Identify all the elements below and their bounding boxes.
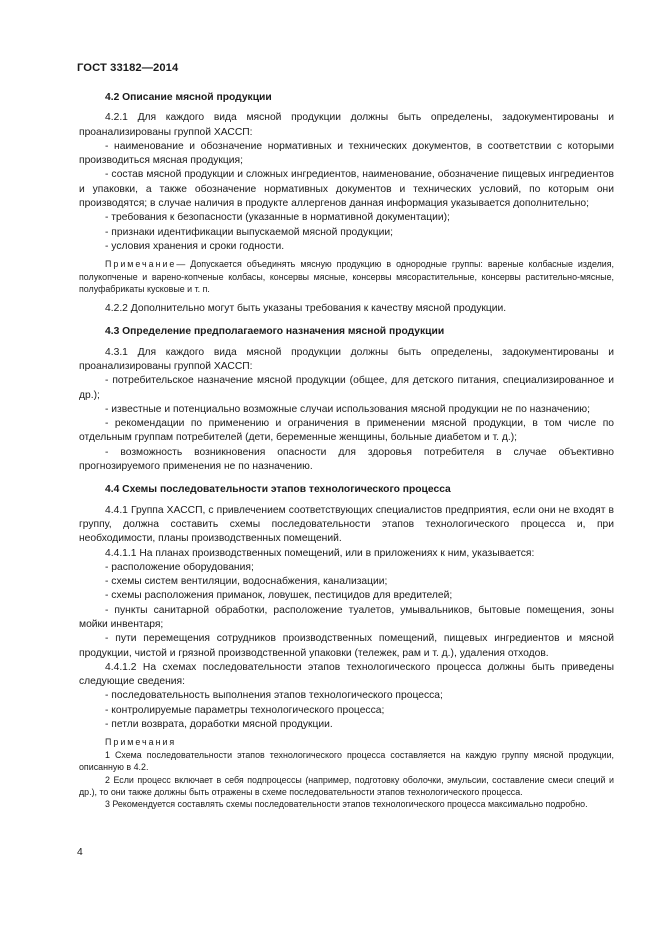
paragraph: 4.2.1 Для каждого вида мясной продукции должны быть определены, задокументированы и проанализированы группой ХАССП: — [79, 112, 614, 138]
list-item: - контролируемые параметры технологического процесса; — [105, 704, 385, 716]
section-4-4 — [79, 483, 614, 810]
list-item: - состав мясной продукции и сложных ингредиентов, наименование, обозначение пищевых ингредиентов и упаковки, а также обозначение нормативных документов и технических условий, по которым они производятся; в случае наличия в продукте аллергенов данная информация указывается дополнительно; — [79, 169, 614, 210]
list-item: - пути перемещения сотрудников производственных помещений, пищевых ингредиентов и мясной продукции, чистой и грязной производственной упаковки (тележек, рам и т. д.), удаления отходов. — [79, 633, 614, 659]
list-item: - потребительское назначение мясной продукции (общее, для детского питания, специализированное и др.); — [79, 375, 614, 401]
note-text: — Допускается объединять мясную продукцию в однородные группы: вареные колбасные изделия, полукопченые и варено-копченые колбасы, консервы мясные, консервы мясорастительные, консервы растительно-мясные, полуфабрикаты кусковые и т. п. — [79, 259, 614, 295]
note-item: 3 Рекомендуется составлять схемы последовательности этапов технологического процесса максимально подробно. — [105, 799, 588, 810]
list-item: - требования к безопасности (указанные в нормативной документации); — [105, 212, 450, 224]
list-item: - расположение оборудования; — [105, 561, 254, 573]
note-item: 2 Если процесс включает в себя подпроцессы (например, подготовку оболочки, эмульсии, составление смеси специй и др.), то они также должны быть отражены в схеме последовательности этапов технологического процесса. — [79, 774, 614, 797]
section-4-3 — [79, 325, 614, 474]
list-item: - известные и потенциально возможные случаи использования мясной продукции не по назначению; — [105, 403, 591, 415]
note — [79, 258, 614, 296]
paragraph: 4.4.1.2 На схемах последовательности этапов технологического процесса должны быть приведены следующие сведения: — [79, 661, 614, 688]
list-item: - последовательность выполнения этапов технологического процесса; — [105, 690, 443, 702]
section-4-2 — [79, 91, 614, 316]
list-item: - схемы систем вентиляции, водоснабжения, канализации; — [105, 576, 388, 588]
list-item: - наименование и обозначение нормативных и технических документов, в соответствии с которыми производиться мясная продукция; — [79, 140, 614, 167]
list-item: - пункты санитарной обработки, расположение туалетов, умывальников, бытовые помещения, зоны мойки инвентаря; — [79, 604, 614, 630]
list-item: - рекомендации по применению и ограничения в применении мясной продукции, в том числе по отдельным группам потребителей (дети, беременные женщины, больные диабетом и т. д.); — [79, 418, 614, 444]
paragraph: 4.4.1.1 На планах производственных помещений, или в приложениях к ним, указывается: — [105, 547, 535, 559]
list-item: - петли возврата, доработки мясной продукции. — [105, 719, 333, 731]
standard-header: ГОСТ 33182—2014 — [77, 62, 179, 74]
list-item: - возможность возникновения опасности для здоровья потребителя в случае объективно прогнозируемого применения не по назначению. — [79, 446, 614, 473]
paragraph: 4.3.1 Для каждого вида мясной продукции должны быть определены, задокументированы и проанализированы группой ХАССП: — [79, 346, 614, 372]
section-heading: 4.4 Схемы последовательности этапов технологического процесса — [105, 484, 451, 496]
note-label: Примечание — [105, 259, 177, 270]
note-item: 1 Схема последовательности этапов технологического процесса составляется на каждую группу мясной продукции, описанную в 4.2. — [79, 749, 614, 773]
list-item: - условия хранения и сроки годности. — [105, 240, 285, 252]
list-item: - схемы расположения приманок, ловушек, пестицидов для вредителей; — [105, 590, 453, 602]
paragraph: 4.4.1 Группа ХАССП, с привлечением соответствующих специалистов предприятия, если они не входят в группу, должна составить схемы последовательности этапов технологического процесса и, при необходимости, планы производственных помещений. — [79, 504, 614, 545]
list-item: - признаки идентификации выпускаемой мясной продукции; — [105, 226, 393, 238]
section-heading: 4.2 Описание мясной продукции — [105, 92, 272, 103]
section-heading: 4.3 Определение предполагаемого назначения мясной продукции — [105, 326, 445, 338]
document-body — [79, 91, 614, 811]
paragraph: 4.2.2 Дополнительно могут быть указаны требования к качеству мясной продукции. — [105, 303, 507, 315]
page-number: 4 — [77, 847, 83, 858]
notes-title: Примечания — [105, 737, 177, 748]
